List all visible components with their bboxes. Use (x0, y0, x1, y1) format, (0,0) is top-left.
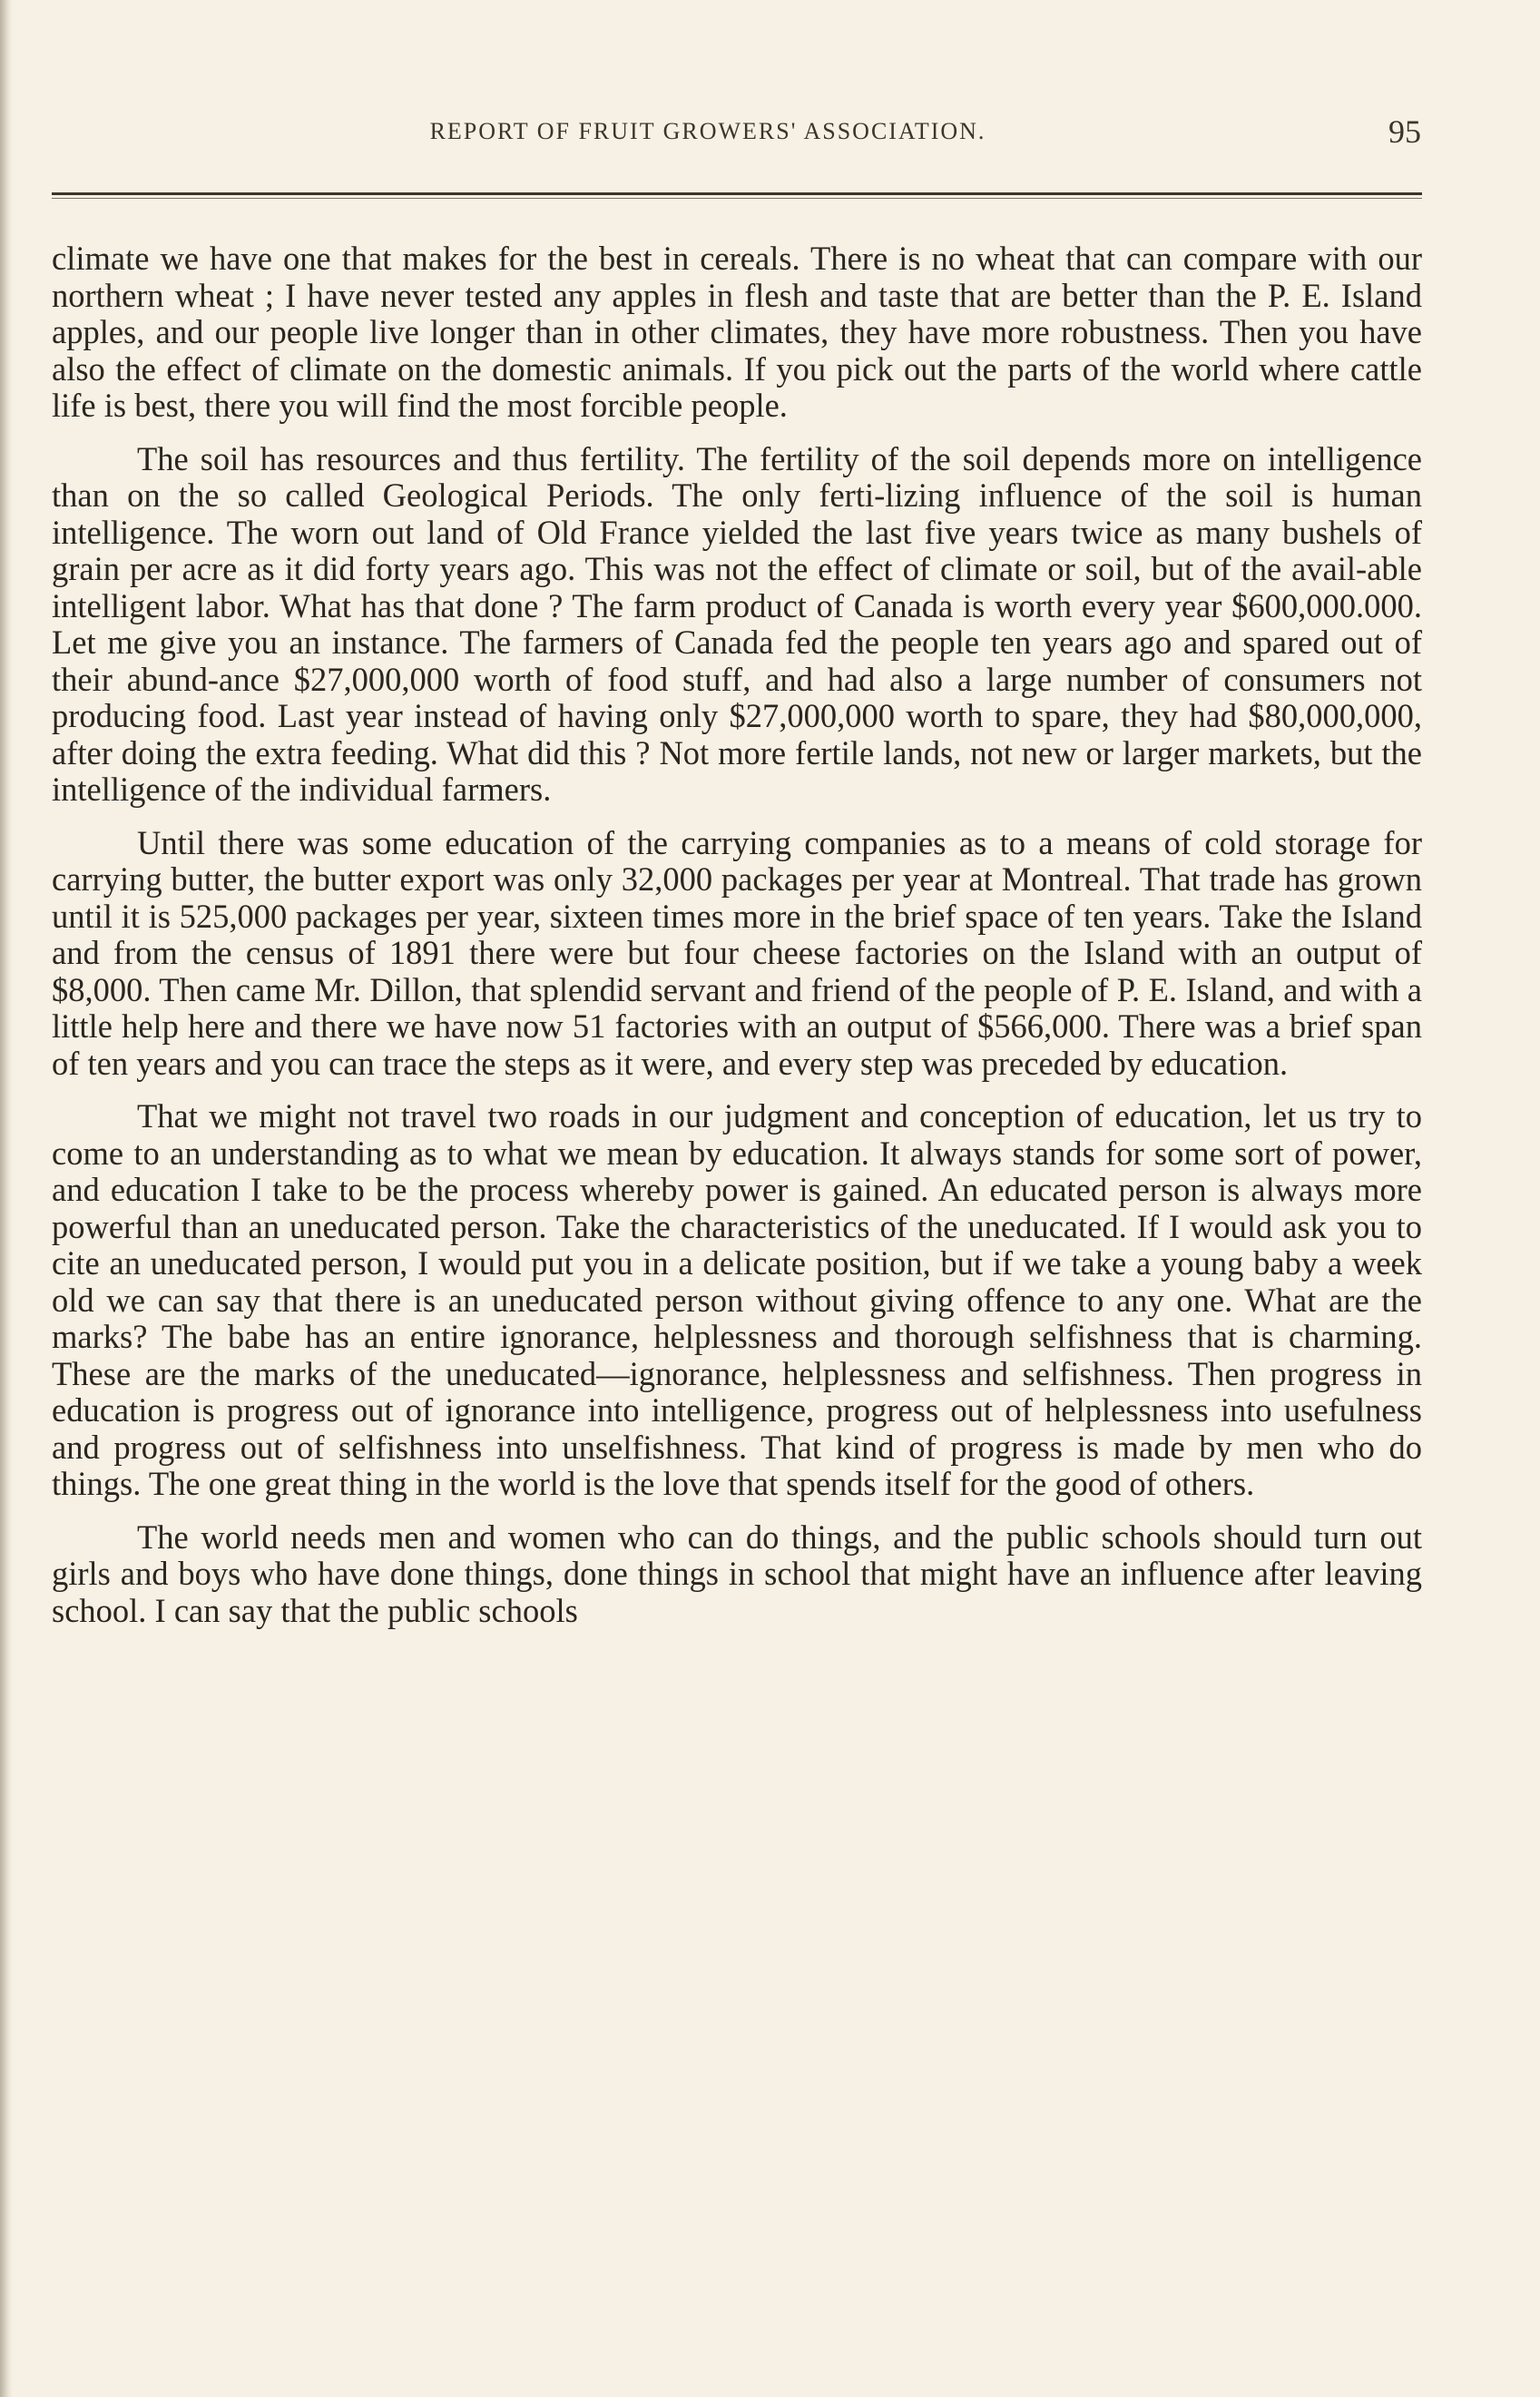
paragraph-soil: The soil has resources and thus fertility. The fertility of the soil depends more on intelligence than on the so called Geological Periods. The only ferti-lizing influence of the soil is human intelligence. The worn out land of Old France yielded the last five years twice as many bushels of grain per acre as it did forty years ago. This was not the effect of climate or soil, but of the avail-able intelligent labor. What has that done ? The farm product of Canada is worth every year $600,000.000. Let me give you an instance. The farmers of Canada fed the people ten years ago and spared out of their abund-ance $27,000,000 worth of food stuff, and had also a large number of consumers not producing food. Last year instead of having only $27,000,000 worth to spare, they had $80,000,000, after doing the extra feeding. What did this ? Not more fertile lands, not new or larger markets, but the intelligence of the individual farmers. (52, 439, 1422, 808)
page-header (0, 113, 1540, 158)
paragraph-education: That we might not travel two roads in our judgment and conception of education, let us try to come to an understanding as to what we mean by education. It always stands for some sort of power, and education I take to be the process whereby power is gained. An educated person is always more powerful than an uneducated person. Take the characteristics of the uneducated. If I would ask you to cite an uneducated person, I would put you in a delicate position, but if we take a young baby a week old we can say that there is an uneducated person without giving offence to any one. What are the marks? The babe has an entire ignorance, helplessness and thorough selfishness that is charming. These are the marks of the uneducated—ignorance, helplessness and selfishness. Then progress in education is progress out of ignorance into intelligence, progress out of helplessness into usefulness and progress out of selfishness into unselfishness. That kind of progress is made by men who do things. The one great thing in the world is the love that spends itself for the good of others. (52, 1097, 1422, 1502)
page-edge-shadow (0, 0, 13, 2397)
header-rule (52, 192, 1422, 195)
running-title: REPORT OF FRUIT GROWERS' ASSOCIATION. (429, 118, 986, 144)
paragraph-public-schools: The world needs men and women who can do things, and the public schools should turn out girls and boys who have done things, done things in school that might have an influence after leaving school. I can say that the public schools (52, 1518, 1422, 1629)
paragraph-butter-export: Until there was some education of the carrying companies as to a means of cold storage for carrying butter, the butter export was only 32,000 packages per year at Montreal. That trade has grown until it is 525,000 packages per year, sixteen times more in the brief space of ten years. Take the Island and from the census of 1891 there were but four cheese factories on the Island with an output of $8,000. Then came Mr. Dillon, that splendid servant and friend of the people of P. E. Island, and with a little help here and there we have now 51 factories with an output of $566,000. There was a brief span of ten years and you can trace the steps as it were, and every step was preceded by education. (52, 823, 1422, 1082)
paragraph-climate: climate we have one that makes for the best in cereals. There is no wheat that can compare with our northern wheat ; I have never tested any apples in flesh and taste that are better than the P. E. Island apples, and our people live longer than in other climates, they have more robustness. Then you have also the effect of climate on the domestic animals. If you pick out the parts of the world where cattle life is best, there you will find the most forcible people. (52, 240, 1422, 424)
page-number: 95 (1388, 113, 1421, 150)
body-text (52, 241, 1422, 1645)
